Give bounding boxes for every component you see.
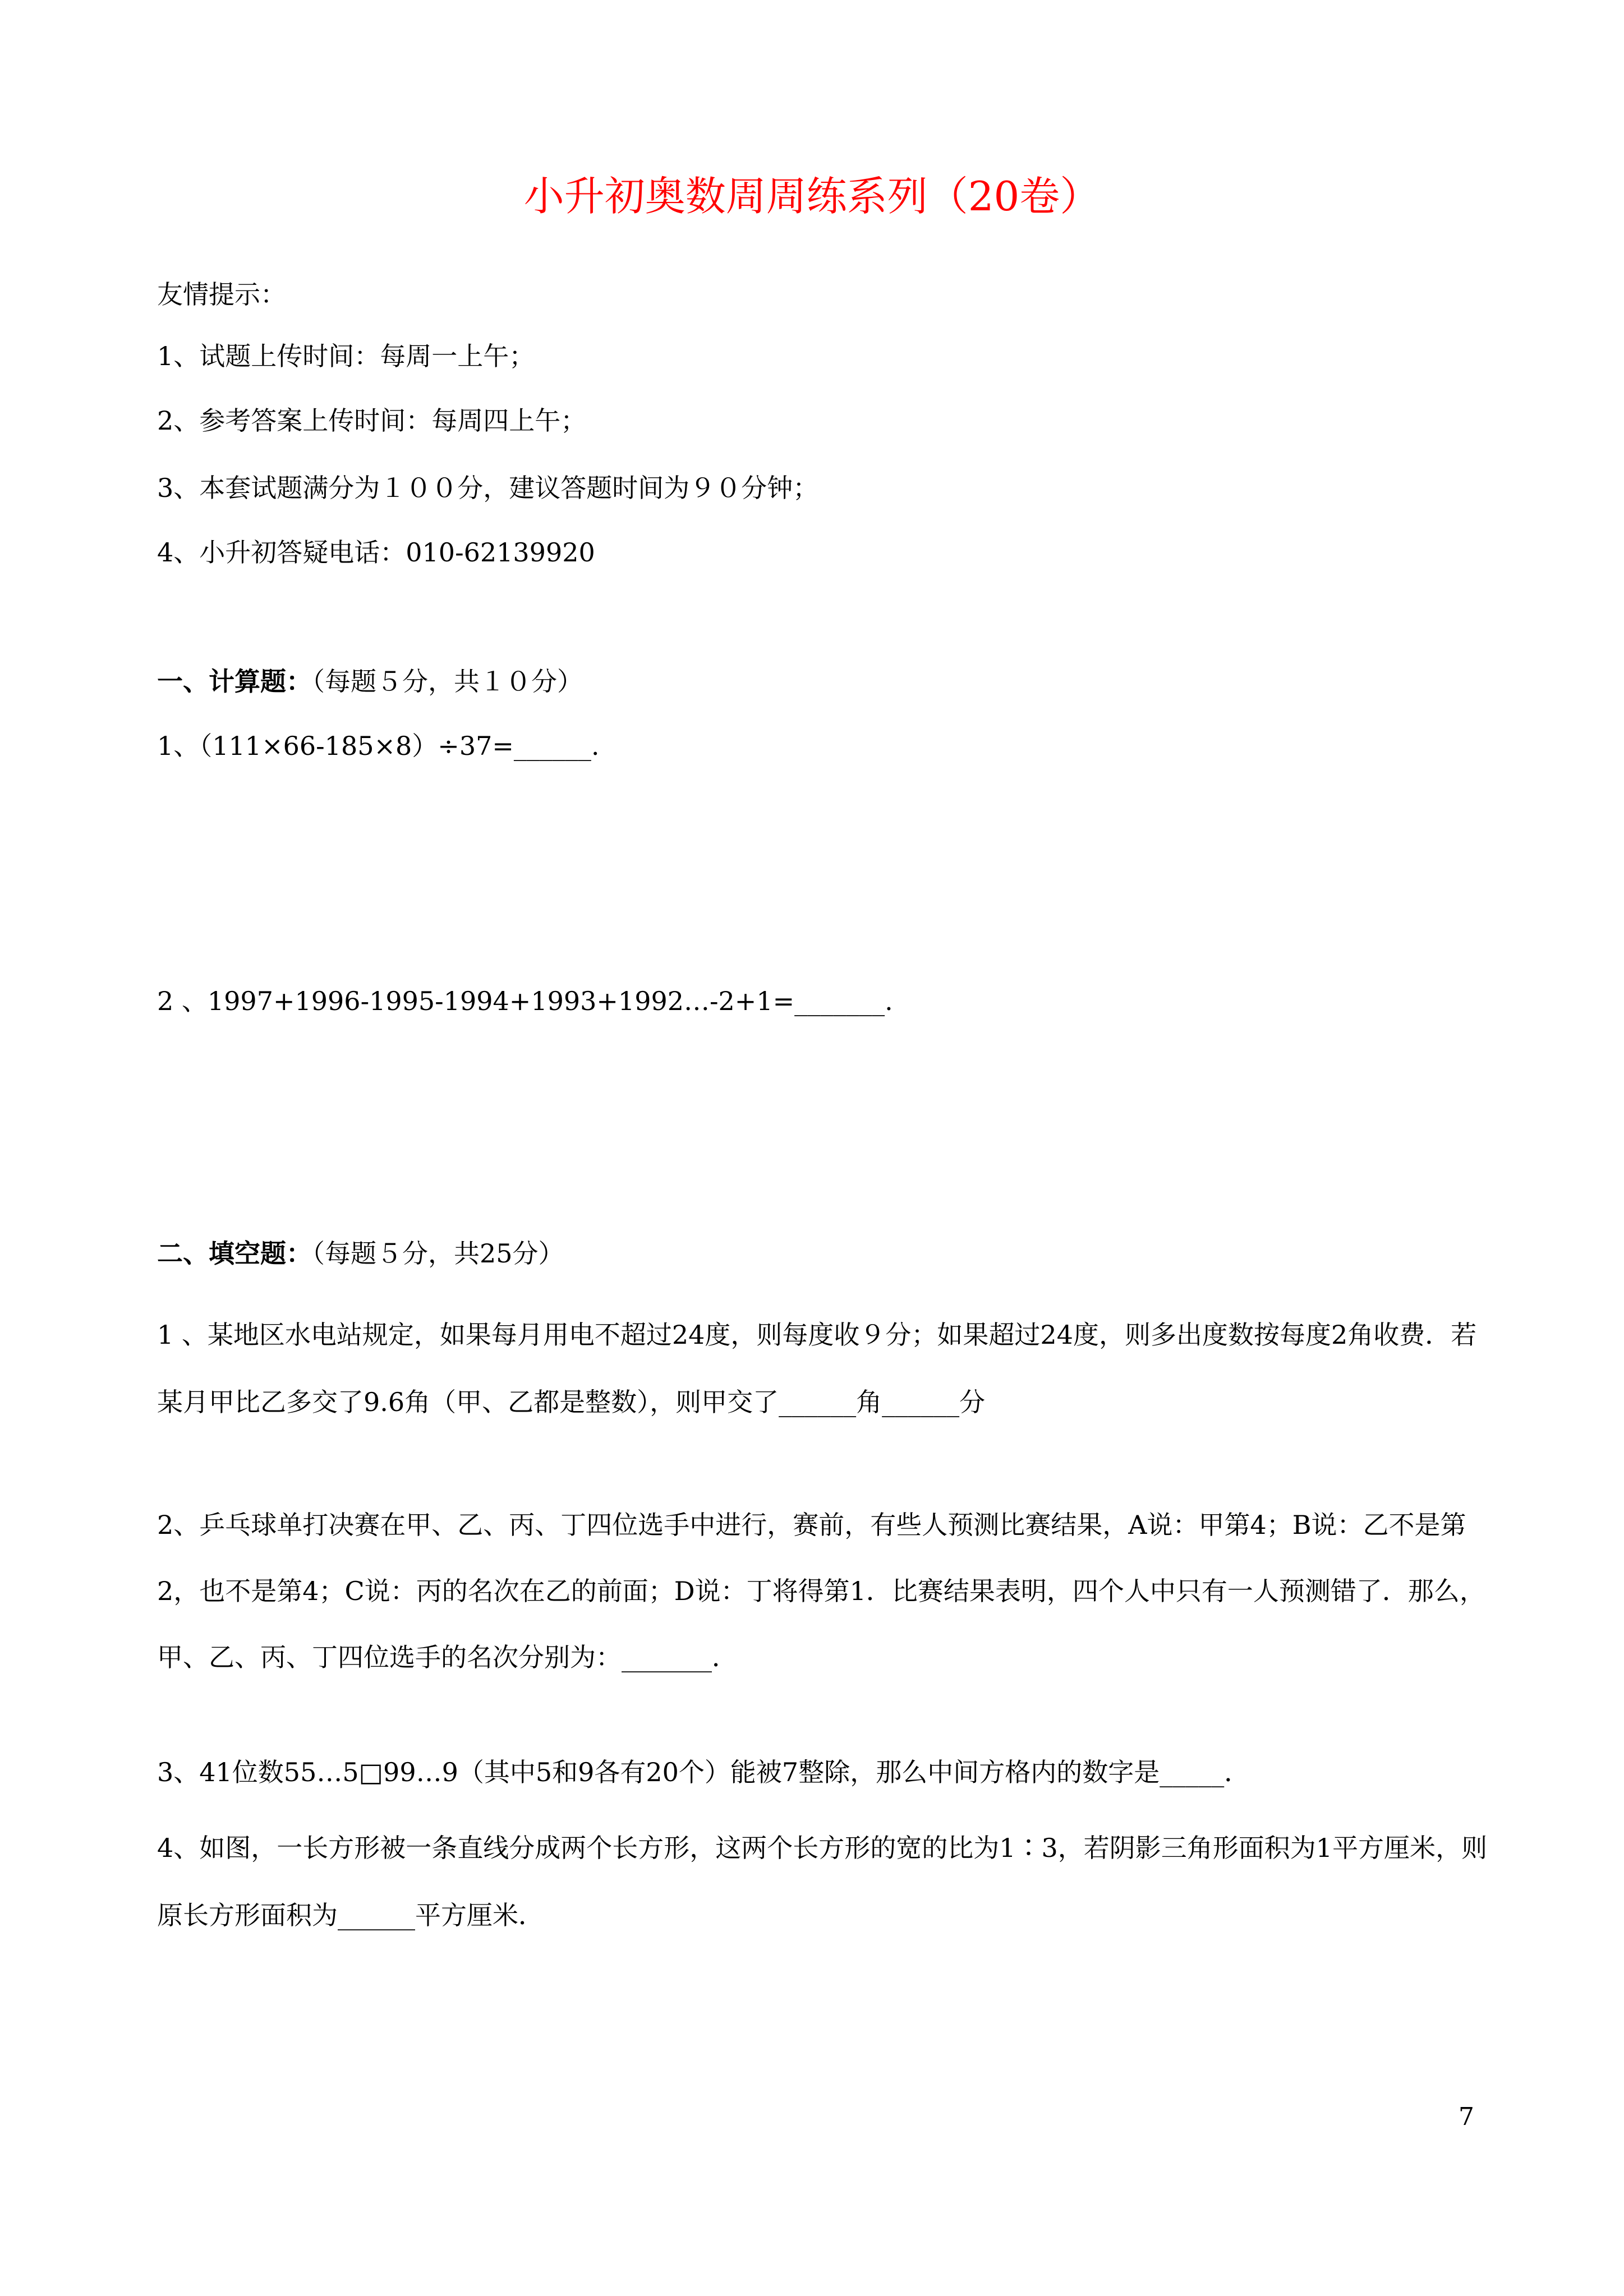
section-2-title: 二、填空题： [157, 1238, 312, 1269]
document-title: 小升初奥数周周练系列（20卷） [523, 173, 1101, 220]
section-2-header [157, 1234, 564, 1273]
section-2-question-2: 2、乒乓球单打决赛在甲、乙、丙、丁四位选手中进行，赛前，有些人预测比赛结果，A说：甲第4；B说：乙不是第2，也不是第4；C说：丙的名次在乙的前面；D说：丁将得第1．比赛结果表明，四个人中只有一人预测错了．那么，甲、乙、丙、丁四位选手的名次分别为：_______． [157, 1510, 1485, 1672]
section-2-question-3: 3、41位数55…5□99…9（其中5和9各有20个）能被7整除，那么中间方格内的数字是_____． [157, 1757, 1250, 1787]
section-2-note: （每题５分，共25分） [312, 1238, 564, 1269]
section-1-question-2: 2 、1997+1996-1995-1994+1993+1992…-2+1=_______. [157, 986, 893, 1016]
section-2-question-1: 1 、某地区水电站规定，如果每月用电不超过24度，则每度收９分；如果超过24度，则多出度数按每度2角收费．若某月甲比乙多交了9.6角（甲、乙都是整数），则甲交了______角______分 [157, 1320, 1477, 1417]
tip-item-3: 3、本套试题满分为１００分，建议答题时间为９０分钟； [157, 473, 819, 503]
section-1-question-1: 1、（111×66-185×8）÷37=______. [157, 731, 600, 761]
tips-heading: 友情提示： [157, 279, 286, 310]
section-1-title: 一、计算题： [157, 666, 312, 697]
tip-item-2: 2、参考答案上传时间：每周四上午； [157, 405, 587, 436]
section-1-header [157, 662, 583, 701]
section-2-question-4: 4、如图，一长方形被一条直线分成两个长方形，这两个长方形的宽的比为1∶3，若阴影三角形面积为1平方厘米，则原长方形面积为______平方厘米． [157, 1833, 1488, 1930]
tip-item-1: 1、试题上传时间：每周一上午； [157, 341, 535, 371]
section-1-note: （每题５分，共１０分） [312, 666, 583, 697]
tip-item-4: 4、小升初答疑电话：010-62139920 [157, 537, 595, 568]
page-number: 7 [1459, 2103, 1474, 2131]
